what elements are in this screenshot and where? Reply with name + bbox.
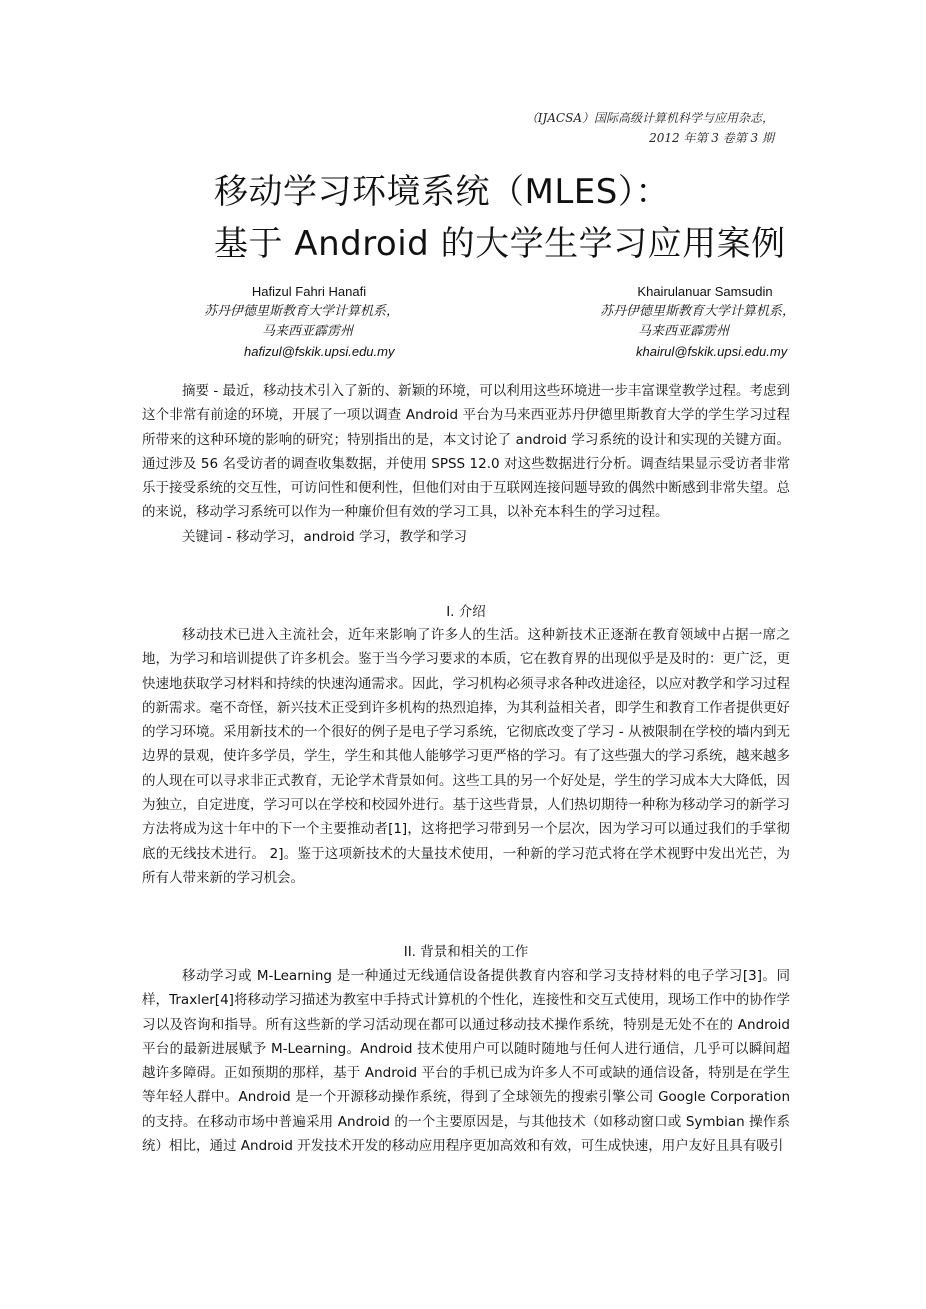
- author-name: Hafizul Fahri Hanafi: [251, 284, 367, 299]
- author-location: 马来西亚霹雳州: [262, 324, 354, 339]
- background-section: [142, 964, 790, 1158]
- author-email[interactable]: hafizul@fskik.upsi.edu.my: [244, 344, 395, 359]
- author-email[interactable]: khairul@fskik.upsi.edu.my: [636, 344, 788, 359]
- title-line-2: 基于 Android 的大学生学习应用案例: [214, 224, 786, 264]
- author-affiliation: 苏丹伊德里斯教育大学计算机系，: [600, 304, 796, 319]
- journal-header: [526, 108, 774, 148]
- title-line-1: 移动学习环境系统（MLES）：: [214, 172, 670, 212]
- author-location: 马来西亚霹雳州: [638, 324, 730, 339]
- paper-title: [214, 166, 854, 270]
- abstract-section: [142, 379, 790, 549]
- journal-issue: 2012 年第 3 卷第 3 期: [649, 131, 774, 145]
- author-affiliation: 苏丹伊德里斯教育大学计算机系，: [204, 304, 400, 319]
- author-block-1: [204, 282, 424, 362]
- abstract-text: 摘要 - 最近，移动技术引入了新的、新颖的环境，可以利用这些环境进一步丰富课堂教学过程。考虑到这个非常有前途的环境，开展了一项以调查 Android 平台为马来西亚苏丹伊德里斯教育大学的学生学习过程所带来的这种环境的影响的研究；特别指出的是，本文讨论了 android 学习系统的设计和实现的关键方面。通过涉及 56 名受访者的调查收集数据，并使用 SPSS 12.0 对这些数据进行分析。调查结果显示受访者非常乐于接受系统的交互性，可访问性和便利性，但他们对由于互联网连接问题导致的偶然中断感到非常失望。总的来说，移动学习系统可以作为一种廉价但有效的学习工具，以补充本科生的学习过程。: [142, 383, 790, 521]
- introduction-section: [142, 623, 790, 890]
- keywords: 关键词 - 移动学习，android 学习，教学和学习: [182, 528, 467, 545]
- journal-name: （IJACSA）国际高级计算机科学与应用杂志，: [525, 111, 774, 125]
- section-heading-introduction: I. 介绍: [446, 604, 486, 620]
- section-heading-background: II. 背景和相关的工作: [403, 944, 529, 960]
- background-text: 移动学习或 M-Learning 是一种通过无线通信设备提供教育内容和学习支持材料的电子学习[3]。同样，Traxler[4]将移动学习描述为教室中手持式计算机的个性化，连接性和交互式使用，现场工作中的协作学习以及咨询和指导。所有这些新的学习活动现在都可以通过移动技术操作系统，特别是无处不在的 Android 平台的最新进展赋予 M-Learning。Android 技术使用户可以随时随地与任何人进行通信，几乎可以瞬间超越许多障碍。正如预期的那样，基于 Android 平台的手机已成为许多人不可或缺的通信设备，特别是在学生等年轻人群中。Android 是一个开源移动操作系统，得到了全球领先的搜索引擎公司 Google Corporation 的支持。在移动市场中普遍采用 Android 的一个主要原因是，与其他技术（如移动窗口或 Symbian 操作系统）相比，通过 Android 开发技术开发的移动应用程序更加高效和有效，可生成快速，用户友好且具有吸引: [142, 968, 790, 1155]
- author-block-2: [600, 282, 824, 362]
- author-name: Khairulanuar Samsudin: [637, 284, 773, 299]
- introduction-text: 移动技术已进入主流社会，近年来影响了许多人的生活。这种新技术正逐渐在教育领域中占据一席之地，为学习和培训提供了许多机会。鉴于当今学习要求的本质，它在教育界的出现似乎是及时的：更广泛，更快速地获取学习材料和持续的快速沟通需求。因此，学习机构必须寻求各种改进途径，以应对教学和学习过程的新需求。毫不奇怪，新兴技术正受到许多机构的热烈追捧，为其利益相关者，即学生和教育工作者提供更好的学习环境。采用新技术的一个很好的例子是电子学习系统，它彻底改变了学习 - 从被限制在学校的墙内到无边界的景观，使许多学员，学生，学生和其他人能够学习更严格的学习。有了这些强大的学习系统，越来越多的人现在可以寻求非正式教育，无论学术背景如何。这些工具的另一个好处是，学生的学习成本大大降低，因为独立，自定进度，学习可以在学校和校园外进行。基于这些背景，人们热切期待一种称为移动学习的新学习方法将成为这十年中的下一个主要推动者[1]，这将把学习带到另一个层次，因为学习可以通过我们的手掌彻底的无线技术进行。 2]。鉴于这项新技术的大量技术使用，一种新的学习范式将在学术视野中发出光芒，为所有人带来新的学习机会。: [142, 627, 790, 886]
